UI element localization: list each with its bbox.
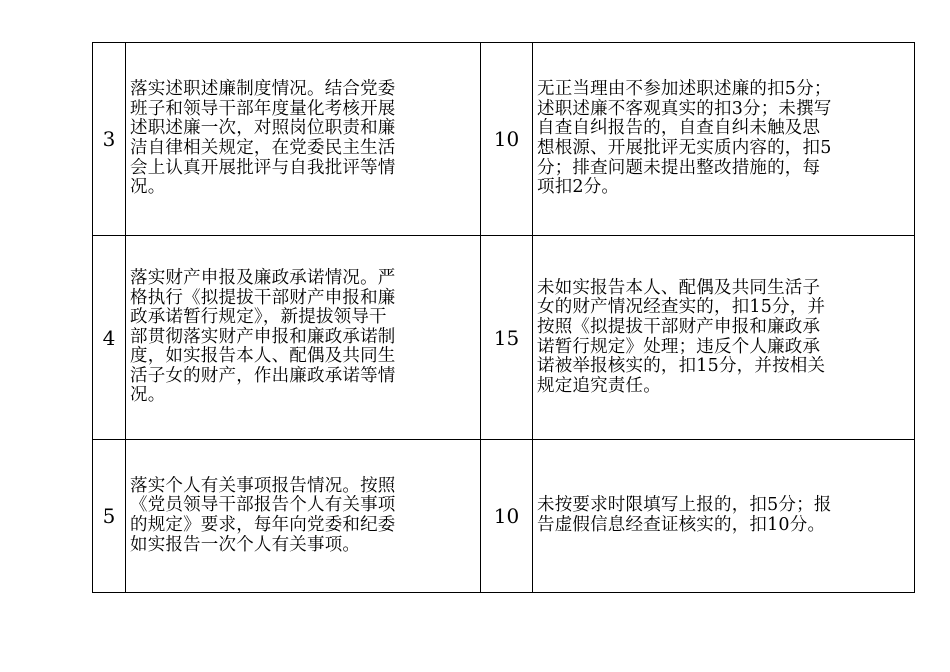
deduction-rule-cell xyxy=(533,43,915,236)
score-value: 10 xyxy=(481,440,533,593)
assessment-item-cell xyxy=(126,236,481,440)
table-row xyxy=(93,43,915,236)
assessment-item-text: 落实述职述廉制度情况。结合党委 班子和领导干部年度量化考核开展 述职述廉一次，对照岗位职责和廉 洁自律相关规定，在党委民主生活 会上认真开展批评与自我批评等情 况。 xyxy=(130,79,396,198)
score-value: 10 xyxy=(481,43,533,236)
row-number: 3 xyxy=(93,43,126,236)
row-number: 4 xyxy=(93,236,126,440)
assessment-item-cell xyxy=(126,43,481,236)
assessment-item-text: 落实财产申报及廉政承诺情况。严 格执行《拟提拔干部财产申报和廉 政承诺暂行规定》，新提拔领导干 部贯彻落实财产申报和廉政承诺制 度，如实报告本人、配偶及共同生 活子女的财产，作出廉政承诺等情 况。 xyxy=(130,267,396,406)
table-row xyxy=(93,236,915,440)
deduction-rule-cell xyxy=(533,236,915,440)
assessment-item-cell xyxy=(126,440,481,593)
assessment-item-text: 落实个人有关事项报告情况。按照 《党员领导干部报告个人有关事项 的规定》要求，每年向党委和纪委 如实报告一次个人有关事项。 xyxy=(130,475,396,555)
row-number: 5 xyxy=(93,440,126,593)
score-value: 15 xyxy=(481,236,533,440)
deduction-rule-text: 未如实报告本人、配偶及共同生活子 女的财产情况经查实的，扣15分，并 按照《拟提拔干部财产申报和廉政承 诺暂行规定》处理；违反个人廉政承 诺被举报核实的，扣15分，并按相关 规定追究责任。 xyxy=(537,277,826,396)
table-row xyxy=(93,440,915,593)
deduction-rule-text: 未按要求时限填写上报的，扣5分；报 告虚假信息经查证核实的，扣10分。 xyxy=(537,495,832,535)
deduction-rule-text: 无正当理由不参加述职述廉的扣5分； 述职述廉不客观真实的扣3分；未撰写 自查自纠报告的，自查自纠未触及思 想根源、开展批评无实质内容的，扣5 分；排查问题未提出整改措施的，每 项扣2分。 xyxy=(537,79,832,198)
assessment-table xyxy=(92,42,915,593)
deduction-rule-cell xyxy=(533,440,915,593)
